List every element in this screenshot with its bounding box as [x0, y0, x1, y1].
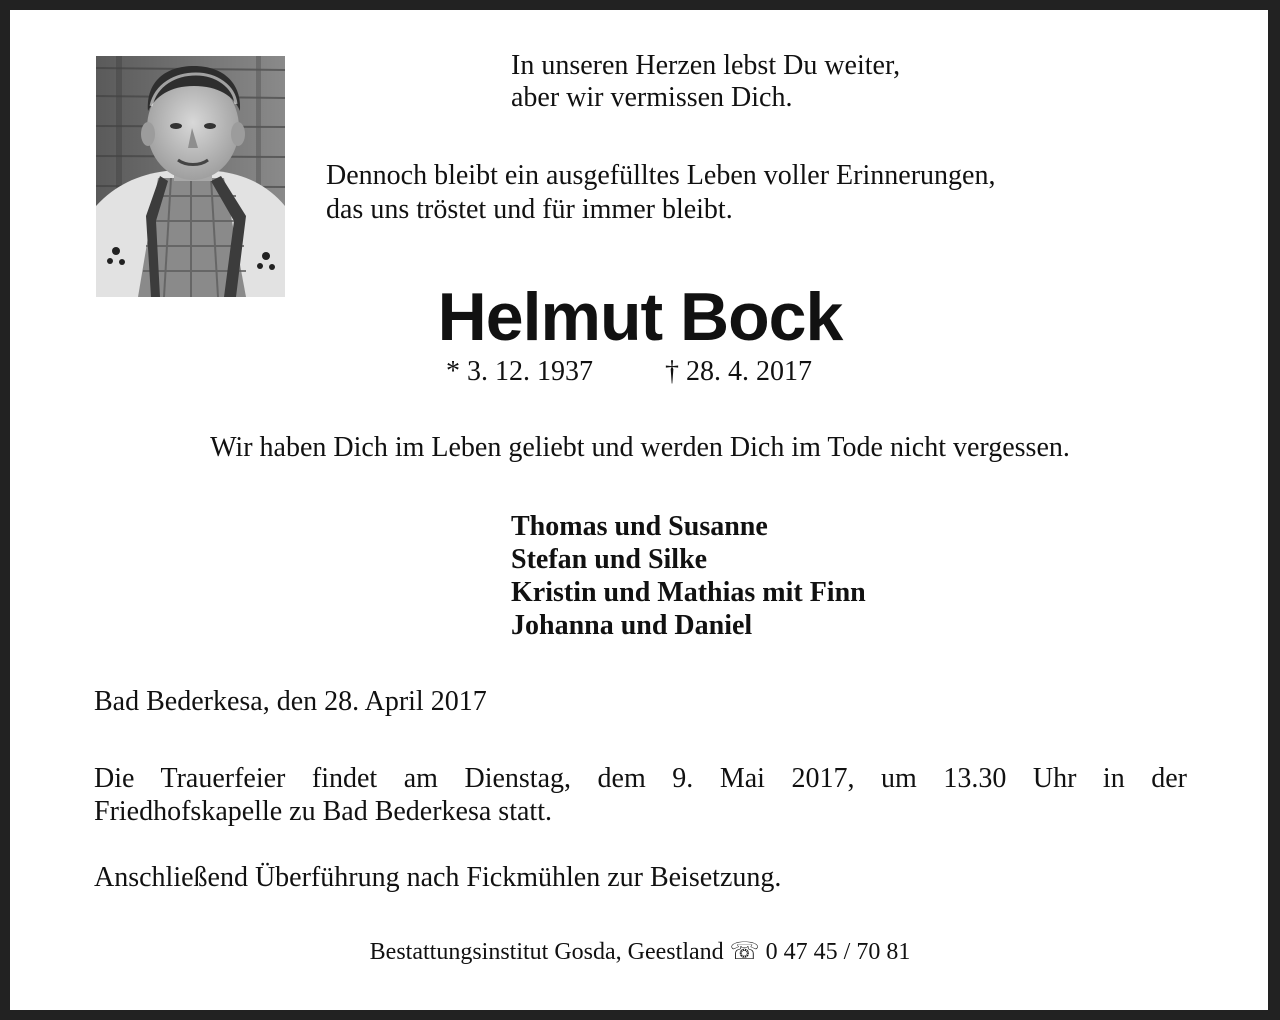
quote-top-line-1: In unseren Herzen lebst Du weiter, [511, 50, 901, 81]
quote-middle-line-1: Dennoch bleibt ein ausgefülltes Leben voller Erinnerungen, [326, 160, 996, 191]
quote-middle-line-2: das uns tröstet und für immer bleibt. [326, 194, 733, 225]
service-line-1: Die Trauerfeier findet am Dienstag, dem 9. Mai 2017, um 13.30 Uhr in der [94, 763, 1187, 794]
quote-top [511, 50, 1211, 114]
telephone-icon: ☏ [729, 939, 760, 965]
mourners-list [511, 510, 866, 642]
birth-date: * 3. 12. 1937 [446, 356, 593, 387]
mourner-entry: Johanna und Daniel [511, 610, 753, 641]
quote-top-line-2: aber wir vermissen Dich. [511, 82, 793, 113]
undertaker-phone: 0 47 45 / 70 81 [765, 939, 911, 965]
mourner-entry: Thomas und Susanne [511, 511, 768, 542]
service-line-2: Friedhofskapelle zu Bad Bederkesa statt. [94, 796, 552, 827]
undertaker-info [0, 936, 1280, 968]
burial-transfer-info: Anschließend Überführung nach Fickmühlen zur Beisetzung. [94, 862, 782, 893]
quote-middle [326, 159, 1226, 227]
place-and-date: Bad Bederkesa, den 28. April 2017 [94, 686, 487, 717]
death-date: † 28. 4. 2017 [665, 356, 812, 387]
deceased-name-text: Helmut Bock [437, 279, 843, 355]
memorial-motto: Wir haben Dich im Leben geliebt und werden Dich im Tode nicht vergessen. [210, 432, 1070, 463]
undertaker-name: Bestattungsinstitut Gosda, Geestland [369, 939, 724, 965]
portrait-photo [96, 56, 285, 297]
mourner-entry: Stefan und Silke [511, 544, 708, 575]
portrait-photo-icon [96, 56, 285, 297]
deceased-name [0, 279, 1280, 355]
funeral-service-info [94, 762, 1187, 828]
mourner-entry: Kristin und Mathias mit Finn [511, 577, 866, 608]
